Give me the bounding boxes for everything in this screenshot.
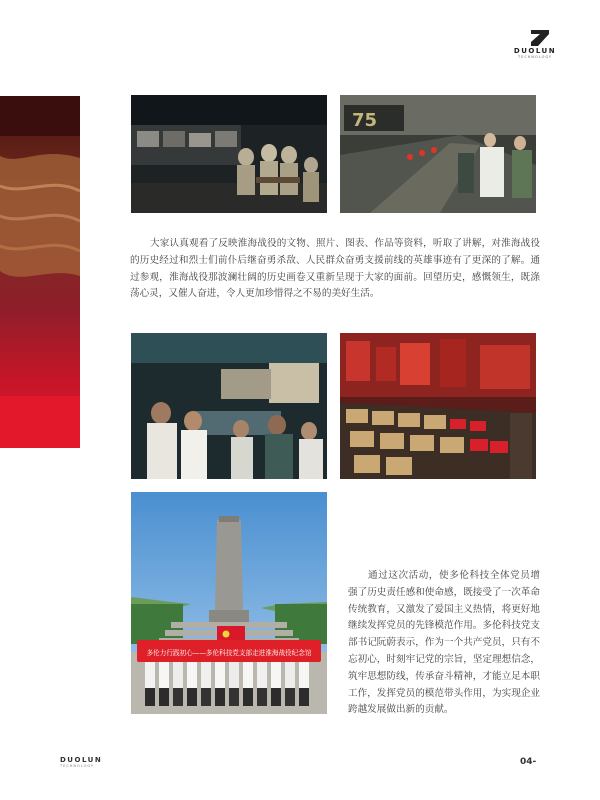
museum-photo-exhibit-corridor	[340, 95, 536, 213]
footer-brand: DUOLUN	[60, 756, 103, 764]
footer-brand-sub: TECHNOLOGY	[60, 764, 95, 768]
page-number: 04-	[520, 757, 537, 767]
museum-photo-visitors-display	[131, 333, 327, 479]
museum-photo-red-wall-cases	[340, 333, 536, 479]
footer-logo	[60, 756, 120, 772]
museum-photo-statues	[131, 95, 327, 213]
paragraph-visit-description: 大家认真观看了反映淮海战役的文物、照片、图表、作品等资料，听取了讲解，对淮海战役的历史经过和烈士们前仆后继奋勇杀敌、人民群众奋勇支援前线的英雄事迹有了更深的了解。通过参观，淮海战役那波澜壮阔的历史画卷又重新呈现于大家的面前。回望历史，感慨领生，既涤荡心灵，又催人奋进，令人更加珍惜得之不易的美好生活。	[130, 238, 540, 300]
side-decoration-strip	[0, 96, 80, 448]
brand-mark-icon	[531, 30, 549, 46]
group-banner-text: 多伦力行践初心——多伦科技党支部走进淮海战役纪念馆	[146, 649, 312, 657]
header-brand-sub: TECHNOLOGY	[517, 55, 553, 59]
exhibit-sign-number: 75	[352, 110, 378, 131]
paragraph-activity-summary: 通过这次活动，使多伦科技全体党员增强了历史责任感和使命感，既接受了一次革命传统教育，又激发了爱国主义热情，将更好地继续发挥党员的先锋模范作用。多伦科技党支部书记阮蔚表示，作为一个共产党员，只有不忘初心，时刻牢记党的宗旨，坚定理想信念，筑牢思想防线，传承奋斗精神，才能立足本职工作，发挥党员的模范带头作用，为实现企业跨越发展做出新的贡献。	[348, 570, 540, 716]
header-logo	[505, 30, 565, 60]
monument-group-photo	[131, 492, 327, 714]
header-brand: DUOLUN	[513, 47, 557, 55]
